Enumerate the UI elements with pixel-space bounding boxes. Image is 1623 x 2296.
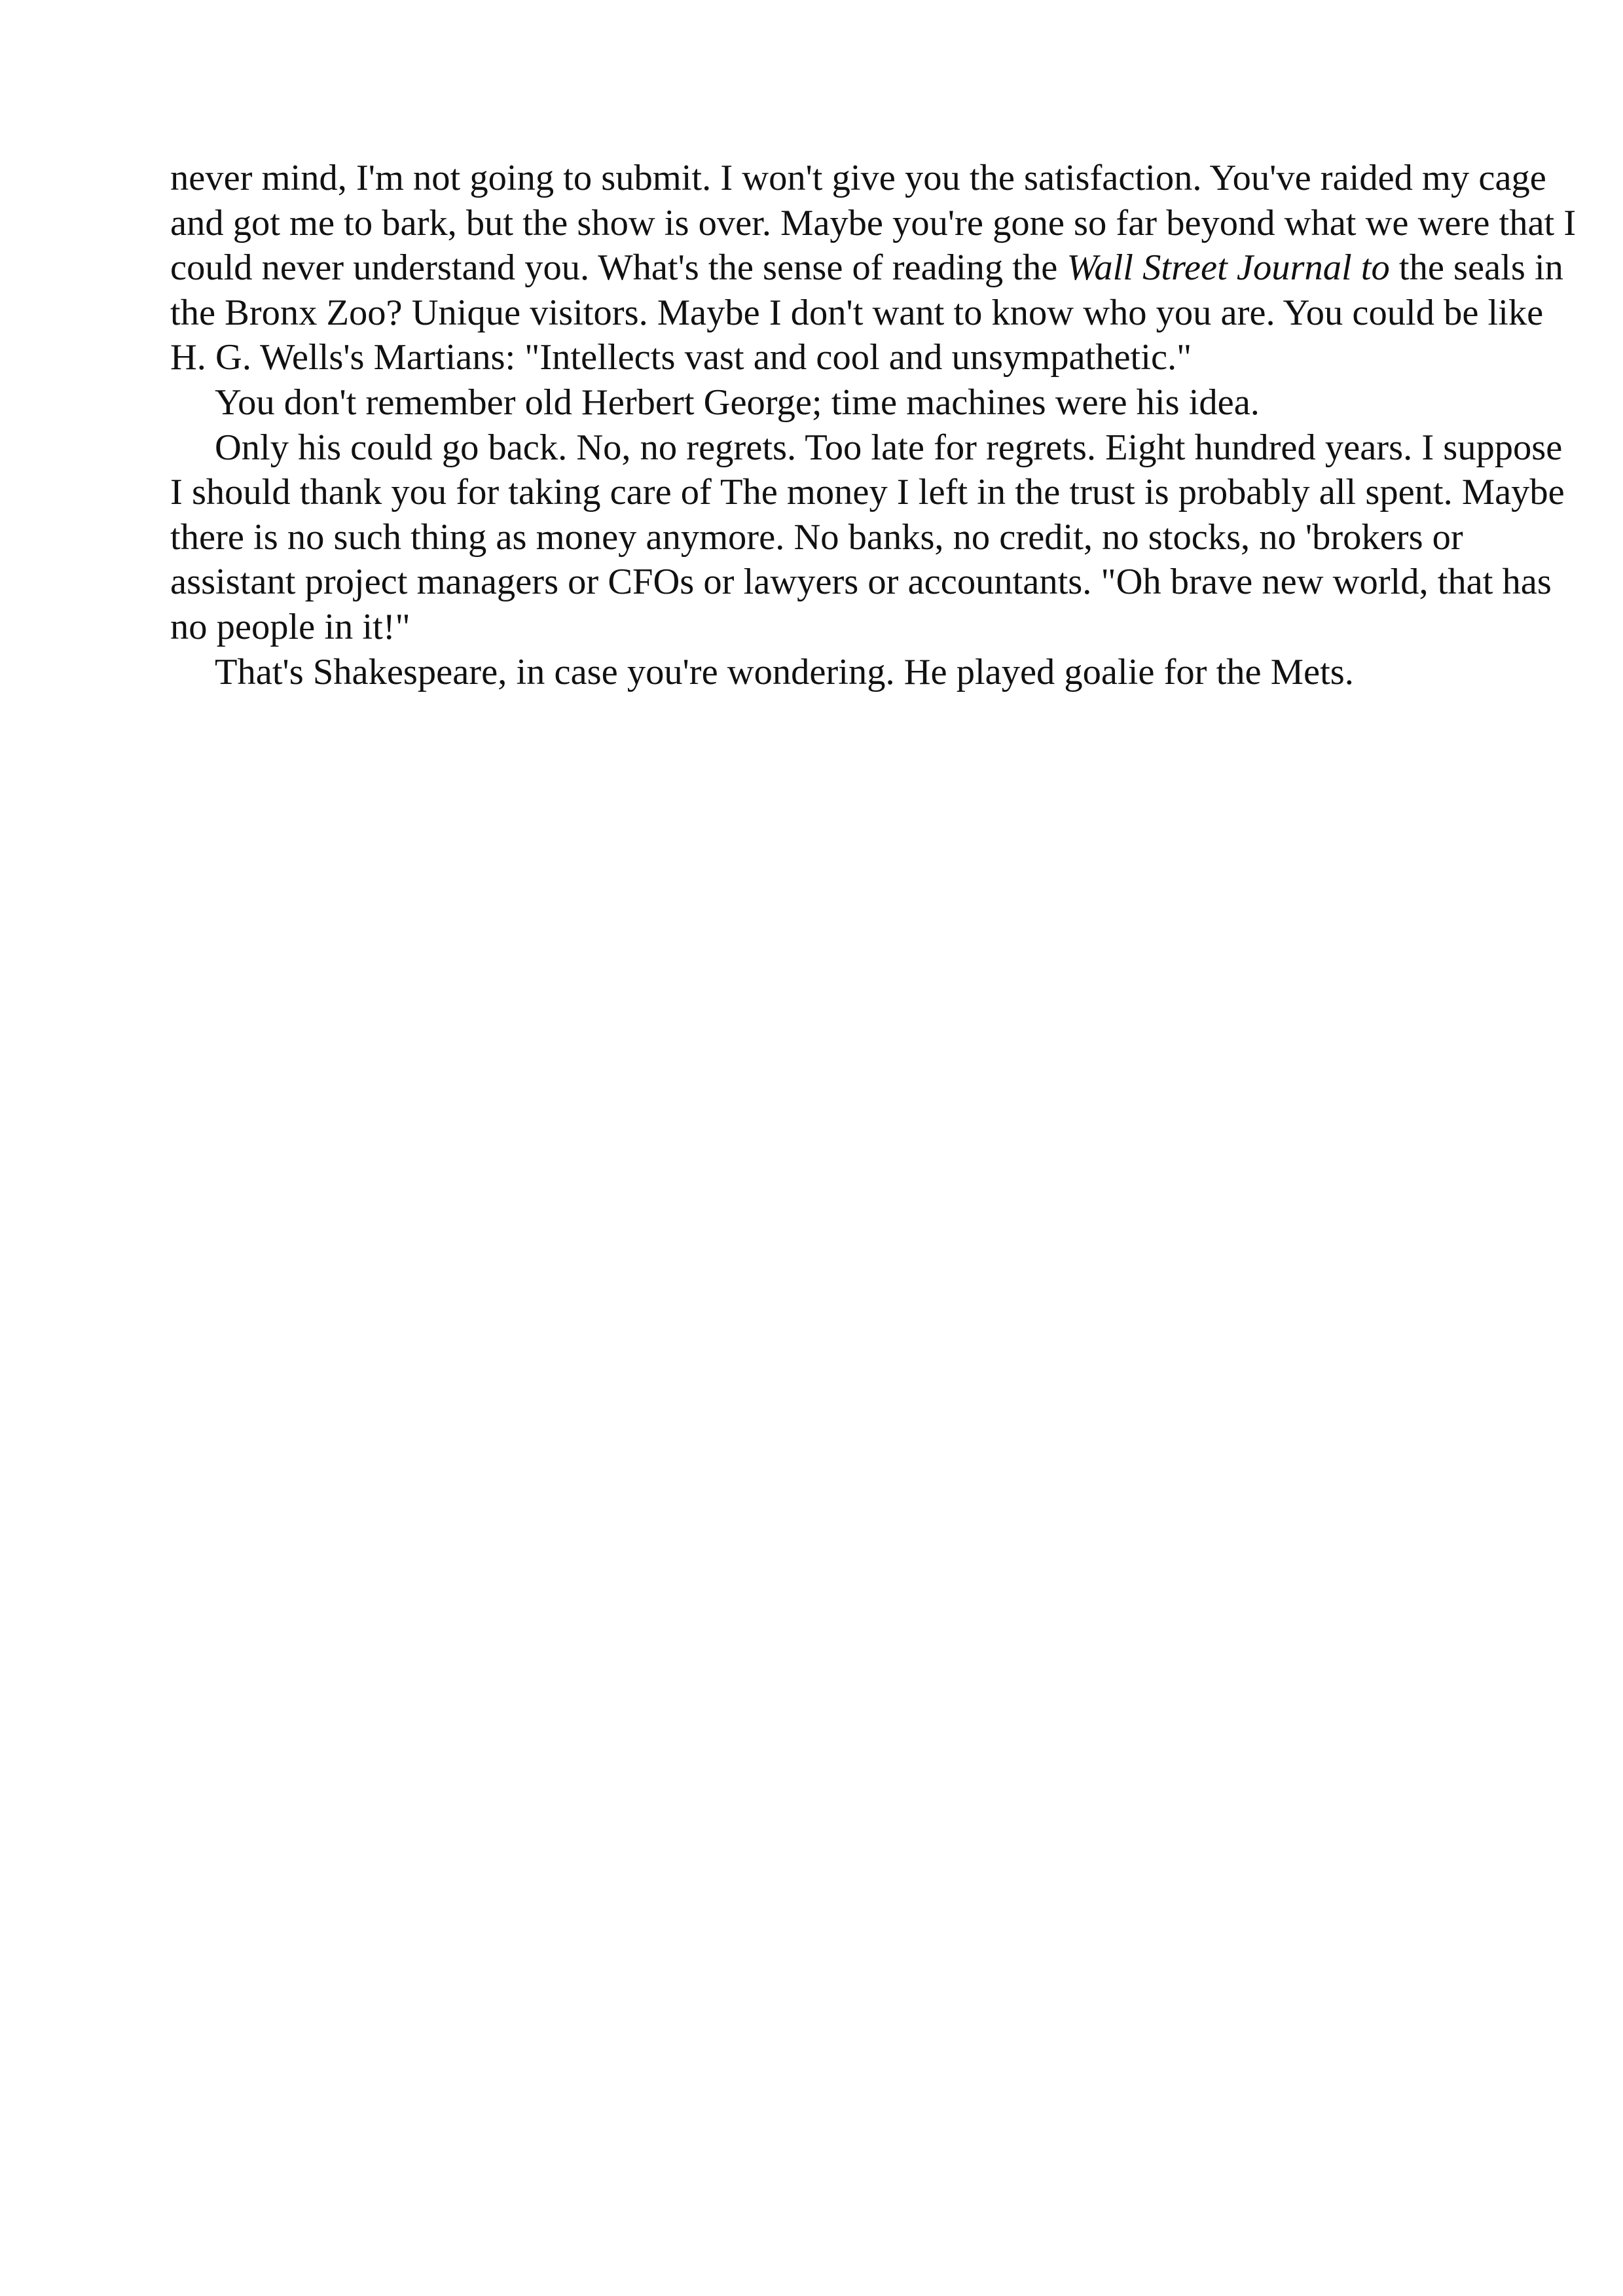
text-line: I should thank you for taking care of The money I left in the trust is probably all spent. Maybe xyxy=(170,472,1565,513)
paragraph-start-line: That's Shakespeare, in case you're wondering. He played goalie for the Mets. xyxy=(215,651,1354,692)
italic-title: Wall Street Journal to xyxy=(1067,247,1390,289)
text-line: and got me to bark, but the show is over. Maybe you're gone so far beyond what we were that I xyxy=(170,202,1577,243)
paragraph-start-line: Only his could go back. No, no regrets. Too late for regrets. Eight hundred years. I suppose xyxy=(215,427,1563,468)
text-line: the Bronx Zoo? Unique visitors. Maybe I don't want to know who you are. You could be like xyxy=(170,292,1544,333)
paragraph-start-line: You don't remember old Herbert George; time machines were his idea. xyxy=(215,382,1260,423)
text-run: could never understand you. What's the sense of reading the xyxy=(170,247,1067,289)
body-text xyxy=(170,156,1576,694)
text-line: assistant project managers or CFOs or lawyers or accountants. "Oh brave new world, that has xyxy=(170,562,1552,603)
text-line: never mind, I'm not going to submit. I won't give you the satisfaction. You've raided my cage xyxy=(170,158,1546,198)
text-line xyxy=(170,245,1576,291)
text-line: no people in it!" xyxy=(170,606,410,647)
text-run: the seals in xyxy=(1389,247,1563,289)
text-line: there is no such thing as money anymore. No banks, no credit, no stocks, no 'brokers or xyxy=(170,516,1463,558)
text-line: H. G. Wells's Martians: "Intellects vast and cool and unsympathetic." xyxy=(170,337,1192,378)
